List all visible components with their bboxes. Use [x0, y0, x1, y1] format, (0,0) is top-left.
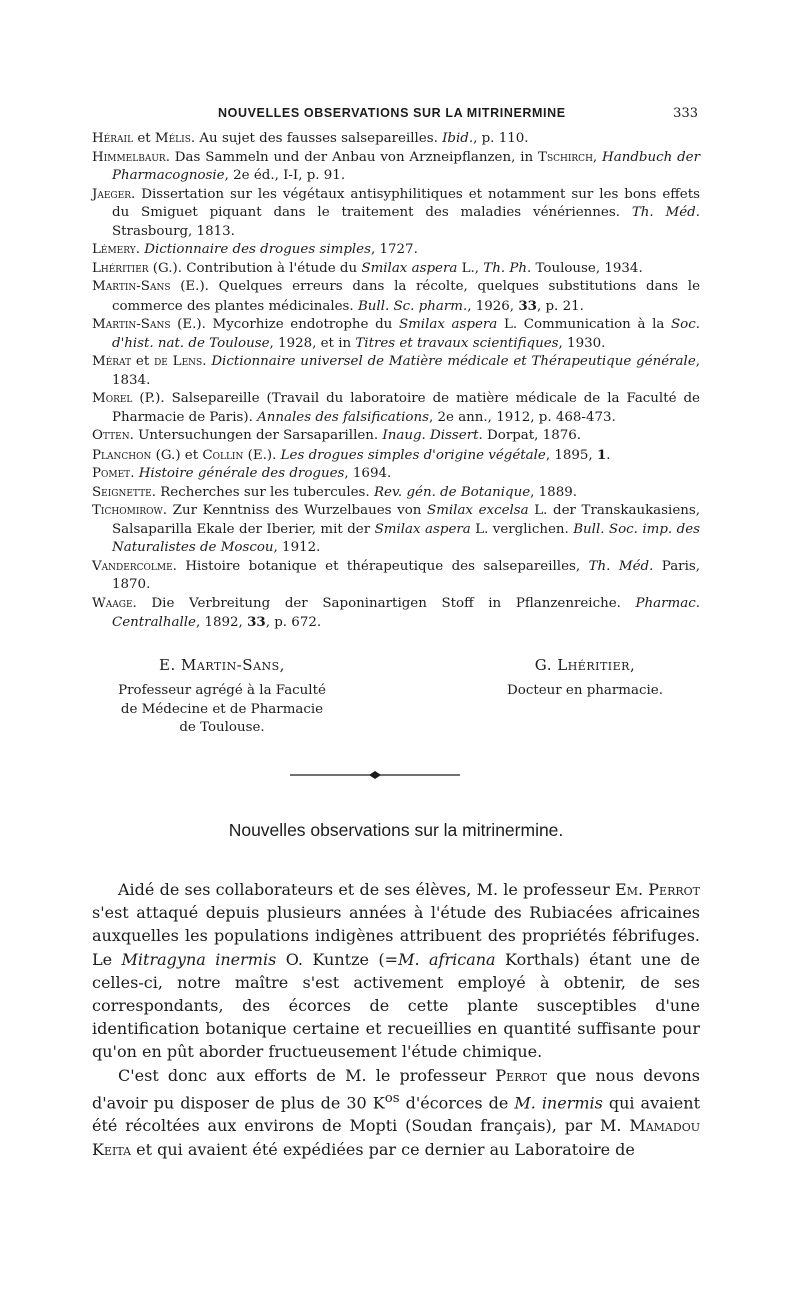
author-signatures: [92, 656, 700, 756]
text-run: Planchon: [92, 447, 152, 463]
text-run: Morel: [92, 391, 133, 406]
text-run: Korthals) étant une de celles-ci, notre maître s'est activement employé à obtenir, de ses correspondants, des écorces de cette plante susceptibles d'une identification botanique certaine et recueillies en quantité suffisante pour qu'on en pût aborder fructueusement l'étude chimique.: [92, 949, 701, 1062]
text-run: Th. Méd.: [631, 205, 700, 220]
text-run: s'est attaqué depuis plusieurs années à l'étude des Rubiacées africaines auxquelles les populations indigènes attribuent des propriétés fébrifuges. Le: [92, 903, 700, 969]
text-run: Smilax aspera: [374, 521, 471, 537]
text-run: Tschirch: [538, 149, 593, 165]
text-run: . Recherches sur les tubercules.: [151, 484, 374, 500]
text-run: .: [202, 354, 212, 369]
text-run: Martin-Sans: [92, 317, 171, 332]
reference-entry: [92, 316, 700, 353]
text-run: Dorpat, 1876.: [482, 428, 582, 443]
text-run: 33: [518, 297, 537, 314]
text-run: , 1834.: [112, 354, 701, 388]
text-run: Lémery: [92, 242, 136, 257]
text-run: , 2e éd., I-I, p. 91.: [224, 168, 346, 183]
text-run: Th. Ph.: [483, 260, 532, 276]
text-run: (E.). Mycorhize endotrophe du: [170, 317, 399, 332]
text-run: et: [133, 131, 155, 146]
text-run: et qui avaient été expédiées par ce dernier au Laboratoire de: [131, 1139, 635, 1159]
text-run: Smilax aspera: [398, 317, 498, 332]
text-run: .: [606, 447, 611, 463]
text-run: M. africana: [398, 949, 496, 969]
text-run: Tichomirow: [92, 503, 163, 518]
text-run: Les drogues simples d'origine végétale: [280, 447, 546, 463]
text-run: . Au sujet des fausses salsepareilles.: [190, 131, 443, 146]
text-run: (E.).: [243, 447, 281, 463]
author-name-left: E. Martin-Sans,: [159, 656, 285, 674]
text-run: , 1889.: [530, 484, 577, 500]
text-run: Mamadou Keita: [92, 1116, 700, 1159]
text-run: ,: [592, 149, 603, 165]
text-run: Inaug. Dissert.: [382, 428, 483, 443]
text-run: Annales des falsifications: [257, 409, 429, 425]
text-run: . Zur Kenntniss des Wurzelbaues von: [162, 503, 428, 518]
text-run: 33: [247, 614, 266, 630]
text-run: Mitragyna inermis: [121, 949, 277, 969]
text-run: os: [384, 1090, 400, 1106]
reference-entry: [92, 484, 700, 503]
reference-entry: [92, 502, 700, 558]
text-run: Rev. gén. de Botanique: [373, 484, 531, 500]
body-paragraph: [92, 878, 700, 1064]
text-run: Seignette: [92, 484, 152, 500]
section-separator: [290, 768, 460, 782]
text-run: Waage: [92, 595, 133, 611]
author-title-line: Professeur agrégé à la Faculté: [118, 683, 326, 698]
text-run: L. Communication à la: [497, 317, 671, 332]
bibliography-list: [92, 130, 700, 633]
text-run: Histoire générale des drogues: [138, 466, 345, 481]
section-heading: Nouvelles observations sur la mitrinermine.: [228, 820, 564, 840]
text-run: . Untersuchungen der Sarsaparillen.: [129, 428, 383, 443]
author-title-line: Docteur en pharmacie.: [507, 683, 663, 698]
text-run: M. inermis: [514, 1093, 603, 1113]
text-run: qui avaient été récoltées aux environs de Mopti (Soudan français), par M.: [92, 1093, 700, 1136]
text-run: . Die Verbreitung der Saponinartigen Stoff in Pflanzenreiche.: [132, 595, 636, 611]
text-run: , 1930.: [558, 335, 606, 351]
text-run: , 1926,: [467, 298, 519, 314]
reference-entry: [92, 390, 700, 427]
text-run: . Histoire botanique et thérapeutique des salsepareilles,: [172, 558, 589, 574]
text-run: Ibid.: [442, 131, 474, 146]
text-run: 1: [596, 446, 607, 463]
text-run: Paris, 1870.: [112, 558, 700, 592]
reference-entry: [92, 260, 700, 279]
text-run: , 1892,: [195, 615, 248, 630]
text-run: (G.) et: [151, 447, 203, 463]
text-run: Perrot: [495, 1065, 548, 1085]
text-run: L. der Transkaukasiens, Salsaparilla Ekale der Iberier, mit der: [112, 503, 700, 537]
text-run: Bull. Sc. pharm.: [357, 298, 468, 314]
article-body: [92, 878, 700, 1161]
text-run: Strasbourg, 1813.: [112, 223, 235, 239]
text-run: , p. 110.: [473, 131, 529, 146]
text-run: et: [131, 354, 155, 369]
text-run: Jaeger: [92, 186, 131, 202]
text-run: , 1928, et in: [269, 335, 356, 351]
text-run: Himmelbaur: [92, 149, 166, 165]
text-run: d'écorces de: [399, 1093, 515, 1113]
text-run: Em. Perrot: [615, 880, 700, 899]
text-run: , 1912.: [273, 540, 321, 555]
text-run: C'est donc aux efforts de M. le professeur: [118, 1065, 496, 1085]
running-head: [108, 106, 698, 126]
reference-entry: [92, 278, 700, 316]
reference-entry: [92, 353, 700, 390]
text-run: que nous devons d'avoir pu disposer de plus de 30 K: [92, 1065, 701, 1113]
text-run: Th. Méd.: [588, 558, 654, 574]
reference-entry: [92, 186, 700, 242]
text-run: , 1694.: [344, 466, 392, 481]
signature-left: [92, 656, 352, 738]
text-run: L. verglichen.: [470, 521, 574, 537]
text-run: Smilax aspera: [361, 260, 458, 276]
text-run: Mérat: [92, 354, 132, 369]
text-run: . Dissertation sur les végétaux antisyphilitiques et notamment sur les bons effets du Smiguet piquant dans le traitement des maladies vénériennes.: [112, 186, 700, 220]
text-run: (G.). Contribution à l'étude du: [148, 260, 362, 276]
reference-entry: [92, 130, 700, 149]
text-run: Pomet: [92, 466, 131, 481]
text-run: , 1895,: [545, 447, 597, 463]
page-number: 333: [673, 106, 698, 121]
reference-entry: [92, 595, 700, 633]
text-run: Martin-Sans: [92, 279, 171, 294]
text-run: de Lens: [154, 354, 203, 369]
running-title: NOUVELLES OBSERVATIONS SUR LA MITRINERMINE: [218, 106, 566, 120]
text-run: , p. 21.: [536, 298, 584, 314]
text-run: Handbuch der Pharmacognosie: [112, 149, 700, 183]
author-name-right: G. Lhéritier,: [534, 656, 636, 674]
text-run: , p. 672.: [265, 615, 322, 630]
body-paragraph: [92, 1064, 700, 1161]
text-run: Aidé de ses collaborateurs et de ses élèves, M. le professeur: [118, 880, 616, 899]
text-run: Titres et travaux scientifiques: [355, 335, 559, 351]
text-run: Collin: [202, 447, 244, 463]
text-run: , 1727.: [370, 242, 418, 257]
text-run: Vandercolme: [92, 558, 173, 574]
text-run: (E.). Quelques erreurs dans la récolte, quelques substitutions dans le commerce des plantes médicinales.: [112, 279, 700, 314]
author-title-line: de Médecine et de Pharmacie: [120, 701, 324, 717]
reference-entry: [92, 241, 700, 260]
text-run: Mélis: [154, 131, 191, 146]
text-run: , 2e ann., 1912, p. 468-473.: [428, 409, 616, 425]
text-run: Smilax excelsa: [427, 503, 529, 518]
text-run: Dictionnaire universel de Matière médicale et Thérapeutique générale: [211, 354, 696, 369]
reference-entry: [92, 558, 700, 595]
reference-entry: [92, 465, 700, 484]
text-run: Toulouse, 1934.: [531, 260, 643, 276]
text-run: (P.). Salsepareille (Travail du laboratoire de matière médicale de la Faculté de Pharmacie de Paris).: [112, 391, 700, 425]
text-run: .: [135, 242, 145, 257]
text-run: Otten: [92, 428, 130, 443]
reference-entry: [92, 427, 700, 446]
text-run: O. Kuntze (=: [276, 949, 399, 969]
text-run: Bull. Soc. imp. des Naturalistes de Moscou: [112, 521, 701, 555]
text-run: Hérail: [92, 131, 134, 146]
signature-right: [470, 656, 700, 701]
text-run: L.,: [457, 260, 484, 276]
text-run: Pharmac. Centralhalle: [112, 595, 700, 630]
author-title-line: de Toulouse.: [179, 720, 265, 735]
text-run: .: [130, 466, 139, 481]
text-run: Dictionnaire des drogues simples: [144, 242, 371, 257]
text-run: Lhéritier: [92, 260, 149, 276]
reference-entry: [92, 149, 700, 186]
text-run: . Das Sammeln und der Anbau von Arzneipflanzen, in: [165, 149, 539, 165]
text-run: Soc. d'hist. nat. de Toulouse: [112, 317, 700, 351]
reference-entry: [92, 446, 700, 466]
